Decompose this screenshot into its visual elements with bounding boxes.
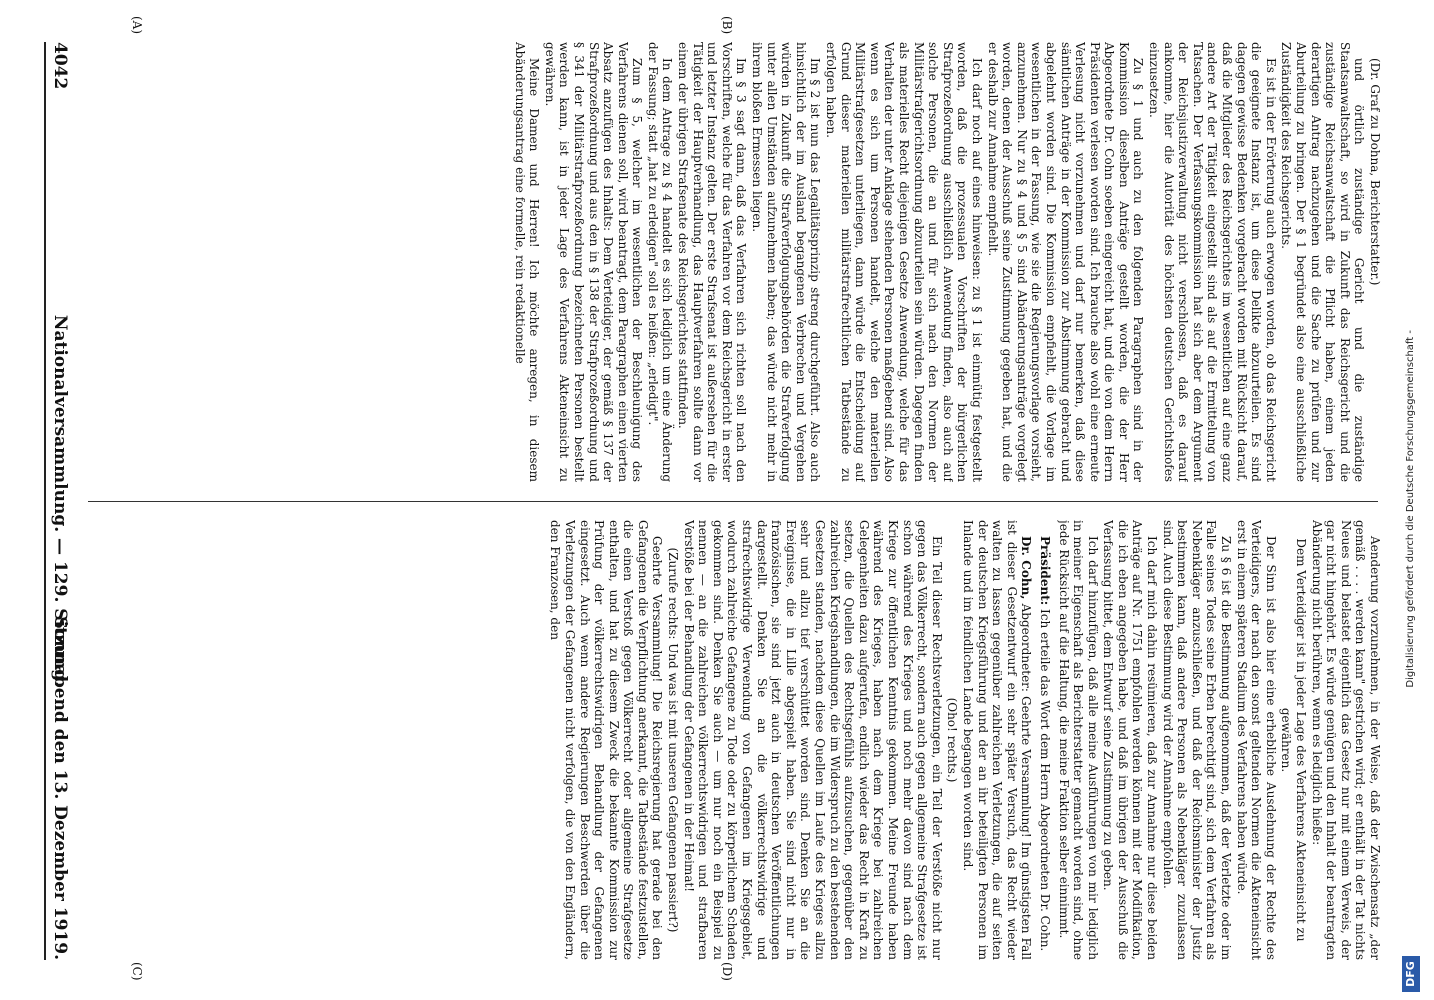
margin-letter-a: (A) <box>130 16 144 35</box>
paragraph: Aenderung vorzunehmen, in der Weise, daß der Zwischensatz „der gemäß . . . . werden kann" gestrichen wird; er enthält in der Tat nichts Neues und belastet eigentlich das Gesetz nur mit einem Verweis, der gar nicht hingehört. Es würde genügen und den Inhalt der beantragten Abänderung nicht berühren, wenn es lediglich hieße: <box>1309 520 1382 960</box>
paragraph: Im § 2 ist nun das Legalitätsprinzip streng durchgeführt. Also auch hinsichtlich der im Ausland begangenen Verbrechen und Vergehen würden in Zukunft die Strafverfolgungsbehörden die Strafverfolgung unter allen Umständen aufzunehmen haben; das würde nicht mehr in ihrem bloßen Ermessen liegen. <box>750 42 823 482</box>
credit-text: Digitalisierung gefördert durch die Deutsche Forschungsgemeinschaft - <box>1405 330 1416 688</box>
text-columns <box>86 42 1382 960</box>
paragraph: Ein Teil dieser Rechtsverletzungen, ein Teil der Verstöße nicht nur gegen das Völkerrecht, sondern auch gegen allgemeine Strafgesetze ist schon während des Krieges und noch mehr davon sind nach dem Kriege zur öffentlichen Kenntnis gekommen. Meine Freunde haben während des Krieges, haben nach dem Kriege bei zahlreichen Gelegenheiten dazu aufgerufen, endlich wieder das Recht in Kraft zu setzen, die Quellen des Rechtsgefühls aufzusuchen, gegenüber den zahlreichen Kriegshandlungen, die im Widerspruch zu den bestehenden Gesetzen standen, nachdem diese Quellen im Laufe des Krieges allzu sehr und allzu tief verschüttet worden sind. Denken Sie an die Ereignisse, die in Lille abgespielt haben. Sie sind nicht nur in französischen, sie sind jetzt auch in deutschen Veröffentlichungen dargestellt. Denken Sie an die völkerrechtswidrige und strafrechtswidrige Verwendung von Gefangenen im Kriegsgebiet, wodurch zahlreiche Gefangene zu Tode oder zu körperlichem Schaden gekommen sind. Denken Sie auch — um nur noch ein Beispiel zu nennen — an die zahlreichen völkerrechtswidrigen und strafbaren Verstöße bei der Behandlung der Gefangenen in der Heimat! <box>681 520 944 960</box>
page-number: 4042 <box>50 42 70 90</box>
margin-letter-d: (D) <box>720 962 734 981</box>
paragraph: In dem Antrage zu § 4 handelt es sich lediglich um eine Änderung der Fassung; statt „hat zu erledigen" soll es heißen: „erledigt". <box>645 42 675 482</box>
dfg-logo: DFG <box>1402 956 1420 992</box>
speaker-text: Abgeordneter: Geehrte Versammlung! Im günstigsten Fall ist dieser Gesetzentwurf ein sehr später Versuch, das Recht wieder walten zu lassen gegenüber zahlreichen Verletzungen, die auf seiten der deutschen Kriegsführung und der an ihr beteiligten Personen im Inlande und im feindlichen Lande begangen worden sind. <box>960 520 1034 960</box>
assembly-title: Nationalversammlung. — 129. Sitzung. <box>50 314 70 688</box>
margin-letter-b: (B) <box>720 16 734 35</box>
speaker-paragraph <box>1037 520 1052 960</box>
paragraph: Ich darf mich dahin resümieren, daß zur Annahme nur diese beiden Anträge auf Nr. 1751 empfohlen werden können mit der Modifikation, die ich eben angegeben habe, und daß im übrigen der Ausschuß die Verfassung bittet, dem Entwurf seine Zustimmung zu geben. <box>1101 520 1160 960</box>
paragraph: Geehrte Versammlung! Die Reichsregierung hat gerade bei den Gefangenen die Verpflichtung anerkannt, die Tatbestände festzustellen, die einen Verstoß gegen Völkerrecht oder allgemeine Strafgesetze enthalten, und hat zu diesem Zweck die bekannte Kommission zur Prüfung der völkerrechtswidrigen Behandlung der Gefangenen eingesetzt. Auch wenn andere Regierungen Beschwerden über die Verletzungen der Gefangenen nicht verfolgen, die von den Engländern, den Franzosen, den <box>548 520 665 960</box>
speaker-text: Ich erteile das Wort dem Herrn Abgeordneten Dr. Cohn. <box>1037 605 1052 952</box>
centered-line: Dem Verteidiger ist in jeder Lage des Verfahrens Akteneinsicht zu gewähren. <box>1279 538 1309 942</box>
dfg-credit <box>1398 0 1424 1000</box>
paragraph: Zum § 5, welcher im wesentlichen der Beschleunigung des Verfahrens dienen soll, wird beantragt, dem Paragraphen einen vierten Absatz anzufügen des Inhalts: Dem Verteidiger, der gemäß § 137 der Strafprozeßordnung und aus den in § 138 der Strafprozeßordnung und § 341 der Militärstrafprozeßordnung bezeichneten Personen bestellt werden kann, ist in jeder Lage des Verfahrens Akteneinsicht zu gewähren. <box>542 42 645 482</box>
paragraph: Ich darf noch auf eines hinweisen: zu § 1 ist einmütig festgestellt worden, daß die prozessualen Vorschriften der bürgerlichen Strafprozeßordnung ausschließlich Anwendung finden, also auch auf solche Personen, die an und für sich nach den Normen der Militärstrafgerichtsordnung abzuurteilen sein würden. Dagegen finden als materielles Recht diejenigen Gesetze Anwendung, welche für das Verhalten der unter Anklage stehenden Personen maßgebend sind. Also wenn es sich um Personen handelt, welche den materiellen Militärstrafgesetzen unterliegen, dann würde die Entscheidung auf Grund dieser materiellen militärstrafrechtlichen Tatbestände zu erfolgen haben. <box>824 42 984 482</box>
column-divider <box>88 501 1378 502</box>
paragraph: Zu § 6 ist die Bestimmung aufgenommen, daß der Verletzte oder im Falle seines Todes seine Erben berechtigt sind, sich dem Verfahren als Nebenkläger anzuschließen, und daß der Reichsminister der Justiz bestimmen kann, daß andere Personen als Nebenkläger zuzulassen sind. Auch diese Bestimmung wird der Annahme empfohlen. <box>1160 520 1234 960</box>
speaker-note: (Dr. Graf zu Dohna, Berichterstatter.) <box>1368 58 1382 286</box>
paragraph: und örtlich zuständige Gericht und die zuständige Staatsanwaltschaft, so wird in Zukunft das Reichsgericht und die zuständige Reichsanwaltschaft die Pflicht haben, einem jeden derartigen Antrag nachzugehen und die Sache zu prüfen und zur Aburteilung zu bringen. Der § 1 begründet also eine ausschließliche Zuständigkeit des Reichsgerichts. <box>1279 42 1367 482</box>
paragraph: Der Sinn ist also hier eine erhebliche Ausdehnung der Rechte des Verteidigers, der nach den sonst geltenden Normen die Akteneinsicht erst in einem späteren Stadium des Verfahrens haben würde. <box>1234 520 1278 960</box>
paragraph: Es ist in der Erörterung auch erwogen worden, ob das Reichsgericht die geeignete Instanz ist, um diese Delikte abzuurteilen. Es sind dagegen gewisse Bedenken vorgebracht worden mit Rücksicht darauf, daß die Mitglieder des Reichsgerichtes im wesentlichen auf eine ganz andere Art der Tätigkeit eingestellt sind als auf die Ermittelung von Tatsachen. Der Verfassungskommission hat sich aber dem Argument der Reichsjustizverwaltung nicht verschlossen, daß es darauf ankomme, hier die Autorität des höchsten deutschen Gerichtshofes einzusetzen. <box>1147 42 1278 482</box>
left-column <box>86 42 1382 482</box>
centered-line: (Zurufe rechts: Und was ist mit unseren Gefangenen passiert?) <box>666 547 681 933</box>
paragraph: Ich darf hinzufügen, daß alle meine Ausführungen von mir lediglich in meiner Eigenschaft als Berichterstatter gemacht worden sind, ohne jede Rücksicht auf die Haltung, die meine Fraktion selber einnimmt. <box>1056 520 1100 960</box>
session-date: Sonnabend den 13. Dezember 1919. <box>50 616 70 960</box>
paragraph: Meine Damen und Herren! Ich möchte anregen, in diesem Abänderungsantrag eine formelle, rein redaktionelle <box>512 42 542 482</box>
speaker-name: Präsident: <box>1037 536 1052 606</box>
margin-letter-c: (C) <box>130 962 144 981</box>
speaker-name: Dr. Cohn, <box>1019 536 1034 600</box>
centered-line: (Oho! rechts.) <box>945 697 960 783</box>
paragraph: Im § 3 sagt dann, daß das Verfahren sich richten soll nach den Vorschriften, welche für das Verfahren vor dem Reichsgericht in erster und letzter Instanz gelten. Der erste Strafsenat ist außersehen für die Tätigkeit der Hauptverhandlung, das Hauptverfahren sollte dann vor einem der übrigen Strafsenate des Reichsgerichtes stattfinden. <box>676 42 749 482</box>
paragraph: Zu § 1 und auch zu den folgenden Paragraphen sind in der Kommission dieselben Anträge gestellt worden, die der Herr Abgeordnete Dr. Cohn soeben eingereicht hat, und die von dem Herrn Präsidenten verlesen worden sind. Ich brauche also wohl eine erneute Verlesung nicht vorzunehmen und darf nur bemerken, daß diese sämtlichen Anträge in der Kommission zur Abstimmung gebracht und abgelehnt worden sind. Die Kommission empfiehlt, die Vorlage im wesentlichen in der Fassung, wie sie die Regierungsvorlage vorsieht, anzunehmen. Nur zu § 4 und § 5 sind Abänderungsanträge vorgelegt worden, denen der Ausschuß seine Zustimmung gegeben hat, und die er deshalb zur Annahme empfiehlt. <box>985 42 1146 482</box>
speaker-paragraph <box>960 520 1033 960</box>
running-head <box>44 42 76 960</box>
right-column <box>86 520 1382 960</box>
